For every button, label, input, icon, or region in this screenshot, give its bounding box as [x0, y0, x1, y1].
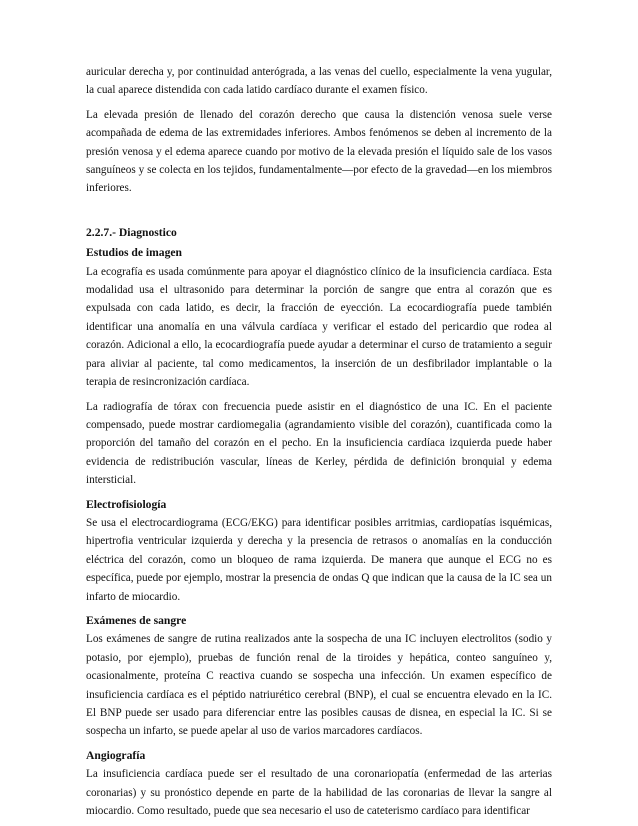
imaging-paragraph-1: La ecografía es usada comúnmente para apoyar el diagnóstico clínico de la insuficiencia cardíaca. Esta modalidad usa el ultrasonido para determinar la porción de sangre que entra al corazón que es expulsada con cada latido, es decir, la fracción de eyección. La ecocardiografía puede también identificar una anomalía en una válvula cardíaca y verificar el estado del pericardio que rodea al corazón. Adicional a ello, la ecocardiografía puede ayudar a determinar el curso de tratamiento a seguir para aliviar al paciente, tal como medicamentos, la inserción de un desfibrilador implantable o la terapia de resincronización cardíaca. [86, 265, 552, 389]
intro-paragraph-1: auricular derecha y, por continuidad anterógrada, a las venas del cuello, especialmente la vena yugular, la cual aparece distendida con cada latido cardíaco durante el examen físico. [86, 66, 552, 97]
angio-subheading: Angiografía [86, 748, 146, 762]
electro-subheading: Electrofisiología [86, 497, 167, 511]
imaging-subheading: Estudios de imagen [86, 246, 182, 260]
angio-paragraph-1: La insuficiencia cardíaca puede ser el resultado de una coronariopatía (enfermedad de las arterias coronarias) y su pronóstico depende en parte de la habilidad de las coronarias de llevar la sangre al miocardio. Como resultado, puede que sea necesario el uso de cateterismo cardíaco para identificar [86, 768, 552, 818]
section-gap [86, 204, 552, 224]
section-heading: 2.2.7.- Diagnostico [86, 225, 177, 239]
imaging-paragraph-2: La radiografía de tórax con frecuencia puede asistir en el diagnóstico de una IC. En el paciente compensado, puede mostrar cardiomegalia (agrandamiento visible del corazón), cuantificada como la proporción del tamaño del corazón en el pecho. En la insuficiencia cardíaca izquierda puede haber evidencia de redistribución vascular, líneas de Kerley, pérdida de definición bronquial y edema intersticial. [86, 400, 552, 487]
blood-subheading: Exámenes de sangre [86, 613, 187, 627]
intro-paragraph-2: La elevada presión de llenado del corazón derecho que causa la distención venosa suele verse acompañada de edema de las extremidades inferiores. Ambos fenómenos se deben al incremento de la presión venosa y el edema aparece cuando por motivo de la elevada presión el líquido sale de los vasos sanguíneos y se colecta en los tejidos, fundamentalmente—por efecto de la gravedad—en los miembros inferiores. [86, 108, 552, 195]
blood-paragraph-1: Los exámenes de sangre de rutina realizados ante la sospecha de una IC incluyen electrolitos (sodio y potasio, por ejemplo), pruebas de función renal de la tiroides y hepática, conteo sanguíneo y, ocasionalmente, proteína C reactiva cuando se sospecha una infección. Un examen específico de insuficiencia cardíaca es el péptido natriurético cerebral (BNP), el cual se encuentra elevado en la IC. El BNP puede ser usado para diferenciar entre las posibles causas de disnea, en especial la IC. Si se sospecha un infarto, se puede apelar al uso de varios marcadores cardíacos. [86, 633, 552, 738]
electro-paragraph-1: Se usa el electrocardiograma (ECG/EKG) para identificar posibles arritmias, cardiopatías isquémicas, hipertrofia ventricular izquierda y derecha y la presencia de retrasos o anomalías en la conducción eléctrica del corazón, como un bloqueo de rama izquierda. De manera que aunque el ECG no es específica, puede por ejemplo, mostrar la presencia de ondas Q que indican que la causa de la IC sea un infarto de miocardio. [86, 516, 552, 603]
document-page [86, 63, 552, 826]
